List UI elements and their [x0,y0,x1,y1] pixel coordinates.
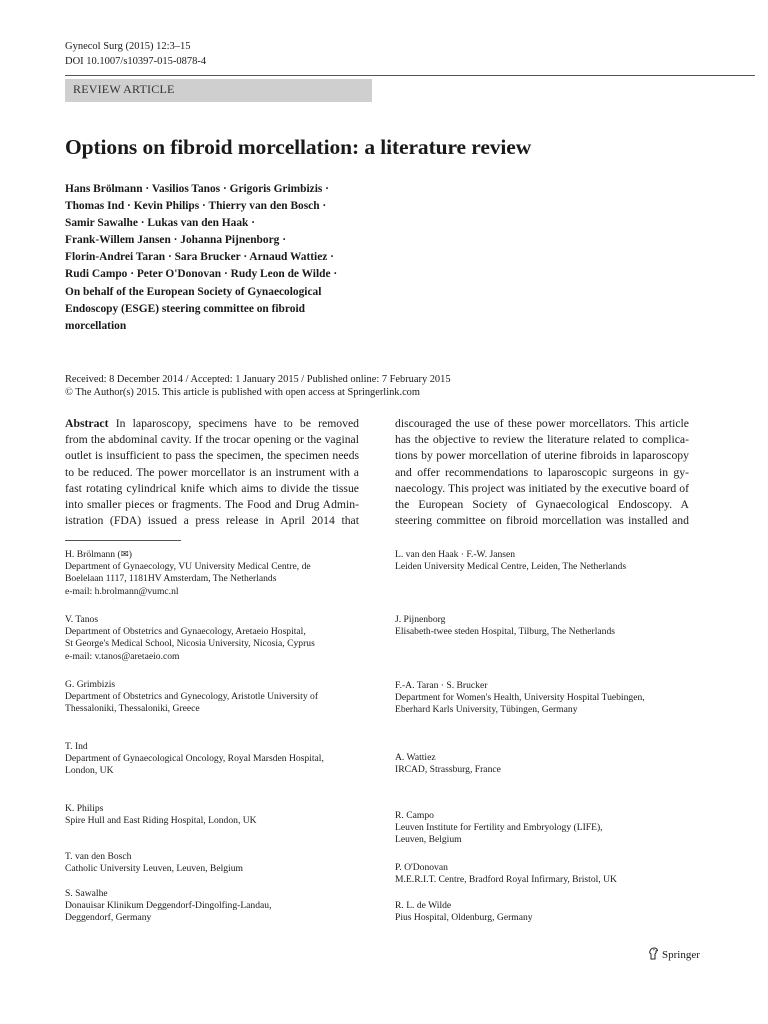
affiliation-name: R. L. de Wilde [395,900,452,911]
email-link[interactable]: e-mail: h.brolmann@vumc.nl [65,585,179,597]
author-line: On behalf of the European Society of Gynaecological [65,285,322,298]
affiliation-name: P. O'Donovan [395,862,448,873]
section-label: REVIEW ARTICLE [73,82,175,96]
affiliation-line: Thessaloniki, Thessaloniki, Greece [65,703,200,715]
abstract-line: istration (FDA) issued a press release in April 2014 that [65,514,359,528]
article-title: Options on fibroid morcellation: a literature review [65,135,532,159]
publisher-name: Springer [662,949,700,961]
abstract-heading: Abstract [65,417,109,430]
abstract-line: naecology. This project was initiated by the executive board of [395,481,689,495]
affiliation-name: T. van den Bosch [65,851,132,862]
affiliation-line: Spire Hull and East Riding Hospital, London, UK [65,815,257,827]
abstract-line: to be reduced. The power morcellator is an instrument with a [65,465,359,479]
affiliation-block [65,549,311,598]
email-link[interactable]: e-mail: v.tanos@aretaeio.com [65,650,180,662]
affiliation-name: V. Tanos [65,614,99,625]
affiliation-block [65,741,324,778]
affiliation-line: St George's Medical School, Nicosia University, Nicosia, Cyprus [65,638,315,650]
affiliation-line: London, UK [65,765,114,777]
affiliation-name: L. van den Haak · F.-W. Jansen [395,549,516,560]
abstract-line: the European Society of Gynaecological Endoscopy. A [395,497,689,511]
journal-citation: Gynecol Surg (2015) 12:3–15 [65,41,191,52]
affiliation-name: G. Grimbizis [65,679,116,690]
affiliation-block [395,810,603,847]
copyright-line: © The Author(s) 2015. This article is published with open access at Springerlink.com [65,387,420,398]
affiliation-line: Elisabeth-twee steden Hospital, Tilburg, The Netherlands [395,626,615,638]
affiliation-block [65,803,257,827]
author-line: Thomas Ind · Kevin Philips · Thierry van den Bosch · [65,200,327,213]
affiliation-name: R. Campo [395,810,434,821]
abstract-line: fast rotating cylindrical knife which aims to divide the tissue [65,481,359,495]
abstract-line: tions by power morcellation of uterine fibroids in laparoscopy [395,449,689,463]
affiliation-block [65,851,243,875]
springer-horse-icon [648,947,659,960]
affiliation-name: K. Philips [65,803,104,814]
footnote-rule [65,540,181,541]
affiliation-block [395,614,615,638]
publication-dates [65,373,451,399]
affiliation-name: S. Sawalhe [65,888,108,899]
abstract-line: steering committee on fibroid morcellation was installed and [395,514,689,528]
affiliation-name: A. Wattiez [395,752,436,763]
affiliation-name: J. Pijnenborg [395,614,446,625]
affiliation-line: Department of Obstetrics and Gynaecology, Aretaeio Hospital, [65,626,306,638]
author-line: Samir Sawalhe · Lukas van den Haak · [65,217,256,230]
affiliation-line: M.E.R.I.T. Centre, Bradford Royal Infirmary, Bristol, UK [395,874,617,886]
affiliation-block [65,679,318,716]
affiliation-block [395,549,626,573]
affiliation-line: Boelelaan 1117, 1181HV Amsterdam, The Netherlands [65,573,277,585]
abstract-line: from the abdominal cavity. If the trocar opening or the vaginal [65,433,359,447]
abstract-line: into smaller pieces or fragments. The Food and Drug Admin- [65,497,359,511]
affiliation-line: Department for Women's Health, University Hospital Tuebingen, [395,692,645,704]
abstract-right-column [395,416,689,529]
publisher-logo [648,947,700,961]
author-line: Frank-Willem Jansen · Johanna Pijnenborg · [65,234,286,247]
affiliation-name: F.-A. Taran · S. Brucker [395,680,488,691]
abstract-line: Abstract In laparoscopy, specimens have to be removed [65,417,360,430]
affiliation-name: T. Ind [65,741,88,752]
affiliation-line: IRCAD, Strassburg, France [395,764,501,776]
abstract-line: discouraged the use of these power morcellators. This article [395,417,689,430]
affiliation-line: Pius Hospital, Oldenburg, Germany [395,912,533,924]
affiliation-line: Catholic University Leuven, Leuven, Belgium [65,863,243,875]
affiliation-line: Deggendorf, Germany [65,912,152,924]
section-banner [65,79,372,102]
affiliation-block [65,614,315,663]
doi-line: DOI 10.1007/s10397-015-0878-4 [65,56,207,67]
dates-line: Received: 8 December 2014 / Accepted: 1 January 2015 / Published online: 7 February 2015 [65,374,451,385]
affiliation-name: H. Brölmann (✉) [65,549,132,560]
affiliation-block [395,752,501,776]
abstract-line: outlet is insufficient to pass the specimen, the specimen needs [65,449,359,463]
header-rule [65,75,755,76]
abstract-left-column [65,416,359,529]
affiliation-block [65,888,271,925]
affiliation-block [395,900,533,924]
author-line: Hans Brölmann · Vasilios Tanos · Grigoris Grimbizis · [65,183,329,195]
abstract-line: has the objective to review the literature related to complica- [395,433,689,447]
affiliation-line: Leuven, Belgium [395,834,462,846]
author-line: Rudi Campo · Peter O'Donovan · Rudy Leon de Wilde · [65,268,338,281]
affiliation-line: Leuven Institute for Fertility and Embryology (LIFE), [395,822,603,834]
abstract-line: and offer recommendations to laparoscopic surgeons in gy- [395,465,689,479]
author-list [65,181,395,335]
journal-header [65,39,206,69]
author-line: Florin-Andrei Taran · Sara Brucker · Arnaud Wattiez · [65,251,334,264]
affiliation-line: Department of Gynaecology, VU University Medical Centre, de [65,561,311,573]
author-line: morcellation [65,319,127,332]
affiliation-block [395,680,645,717]
author-line: Endoscopy (ESGE) steering committee on fibroid [65,302,305,315]
affiliation-line: Leiden University Medical Centre, Leiden, The Netherlands [395,561,627,573]
affiliation-line: Department of Obstetrics and Gynecology, Aristotle University of [65,691,319,703]
affiliation-line: Eberhard Karls University, Tübingen, Germany [395,704,578,716]
affiliation-line: Department of Gynaecological Oncology, Royal Marsden Hospital, [65,753,324,765]
affiliation-block [395,862,617,886]
affiliation-line: Donauisar Klinikum Deggendorf-Dingolfing-Landau, [65,900,272,912]
